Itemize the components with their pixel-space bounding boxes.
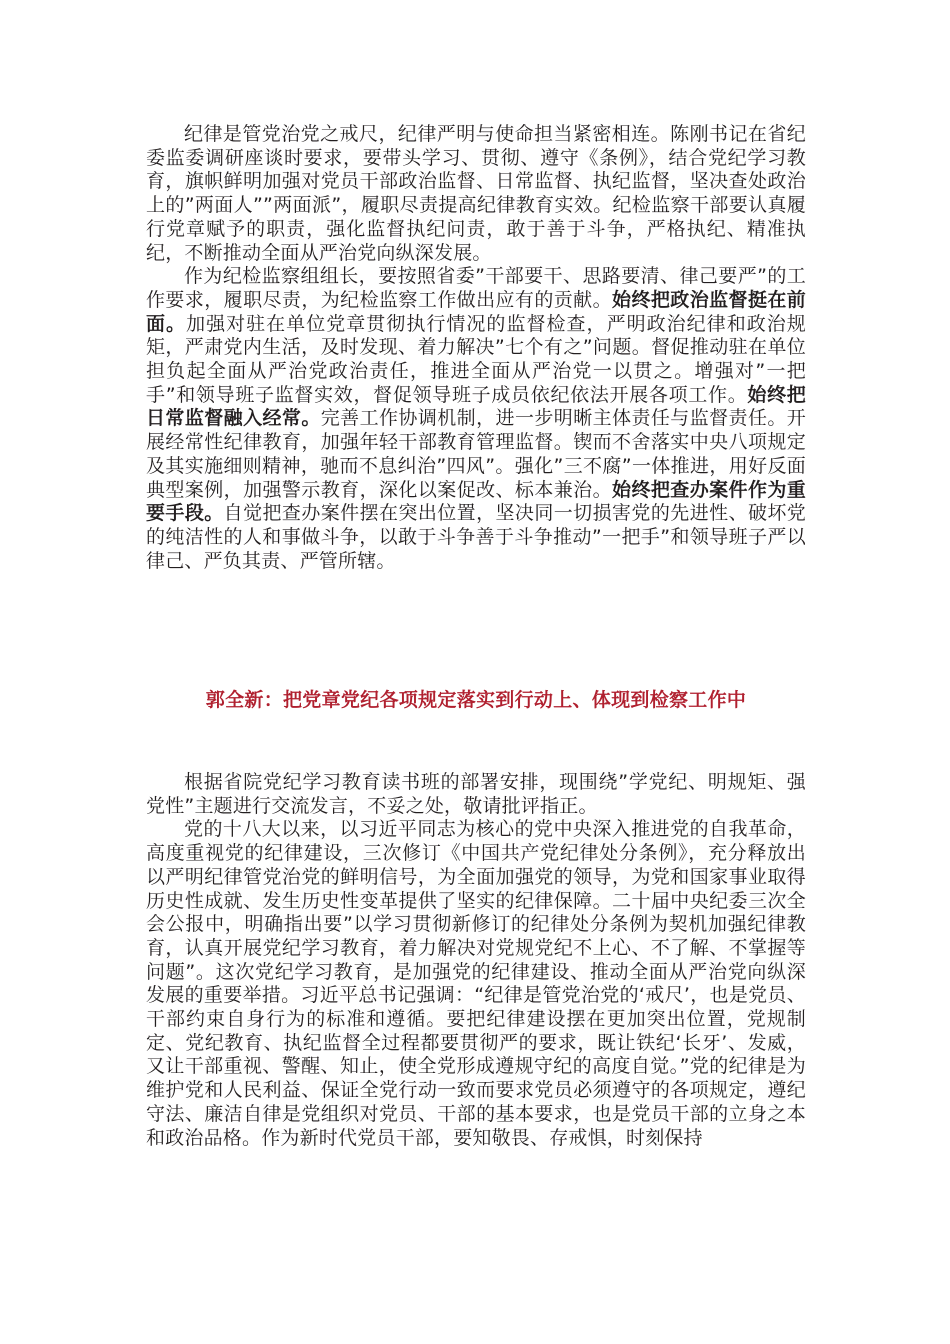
bold-heading-daily-supervision: 始终把日常监督融入经常。 bbox=[146, 383, 806, 430]
document-page bbox=[146, 123, 807, 1149]
paragraph-team-leader-duties bbox=[146, 265, 806, 573]
paragraph-party-discipline: 党的十八大以来，以习近平同志为核心的党中央深入推进党的自我革命，高度重视党的纪律建设，三次修订《中国共产党纪律处分条例》，充分释放出以严明纪律管党治党的鲜明信号，为全面加强党的领导，为党和国家事业取得历史性成就、发生历史性变革提供了坚实的纪律保障。二十届中央纪委三次全会公报中，明确指出要”以学习贯彻新修订的纪律处分条例为契机加强纪律教育，认真开展党纪学习教育，着力解决对党规党纪不上心、不了解、不掌握等问题”。这次党纪学习教育，是加强党的纪律建设、推动全面从严治党向纵深发展的重要举措。习近平总书记强调：“纪律是管党治党的‘戒尺’，也是党员、干部约束自身行为的标准和遵循。要把纪律建设摆在更加突出位置，党规制定、党纪教育、执纪监督全过程都要贯彻严的要求，既让铁纪‘长牙’、发威，又让干部重视、警醒、知止，使全党形成遵规守纪的高度自觉。”党的纪律是为维护党和人民利益、保证全党行动一致而要求党员必须遵守的各项规定，遵纪守法、廉洁自律是党组织对党员、干部的基本要求，也是党员干部的立身之本和政治品格。作为新时代党员干部，要知敬畏、存戒惧，时刻保持 bbox=[146, 818, 806, 1149]
paragraph-text: 作为纪检监察组组长，要按照省委”干部要干、思路要清、律己要严”的工作要求，履职尽责，为纪检监察工作做出应有的贡献。 bbox=[146, 265, 806, 311]
section-title: 郭全新：把党章党纪各项规定落实到行动上、体现到检察工作中 bbox=[205, 689, 747, 711]
paragraph-opening-remarks: 根据省院党纪学习教育读书班的部署安排，现围绕”学党纪、明规矩、强党性”主题进行交流发言，不妥之处，敬请批评指正。 bbox=[146, 771, 806, 817]
paragraph-text: 纪律是管党治党之戒尺，纪律严明与使命担当紧密相连。陈刚书记在省纪委监委调研座谈时要求，要带头学习、贯彻、遵守《条例》，结合党纪学习教育，旗帜鲜明加强对党员干部政治监督、日常监督、执纪监督，坚决查处政治上的”两面人””两面派”，履职尽责提高纪律教育实效。纪检监察干部要认真履行党章赋予的职责，强化监督执纪问责，敢于善于斗争，严格执纪、精准执纪，不断推动全面从严治党向纵深发展。 bbox=[146, 123, 806, 264]
section-body bbox=[146, 771, 806, 1150]
paragraph-text: 自觉把查办案件摆在突出位置，坚决同一切损害党的先进性、破坏党的纯洁性的人和事做斗争，以敢于斗争善于斗争推动”一把手”和领导班子严以律己、严负其责、严管所辖。 bbox=[146, 502, 806, 572]
bold-heading-political-supervision: 始终把政治监督挺在前面。 bbox=[146, 288, 806, 335]
paragraph-discipline-intro bbox=[146, 123, 806, 265]
paragraph-text: 加强对驻在单位党章贯彻执行情况的监督检查，严明政治纪律和政治规矩，严肃党内生活，及时发现、着力解决”七个有之”问题。督促推动驻在单位担负起全面从严治党政治责任，推进全面从严治党一以贯之。增强对”一把手”和领导班子监督实效，督促领导班子成员依纪依法开展各项工作。 bbox=[146, 312, 807, 406]
bold-heading-case-handling: 始终把查办案件作为重要手段。 bbox=[146, 478, 806, 525]
paragraph-text: 完善工作协调机制，进一步明晰主体责任与监督责任。开展经常性纪律教育，加强年轻干部教育管理监督。锲而不舍落实中央八项规定及其实施细则精神，驰而不息纠治”四风”。强化”三不腐”一体推进，用好反面典型案例，加强警示教育，深化以案促改、标本兼治。 bbox=[146, 407, 806, 501]
